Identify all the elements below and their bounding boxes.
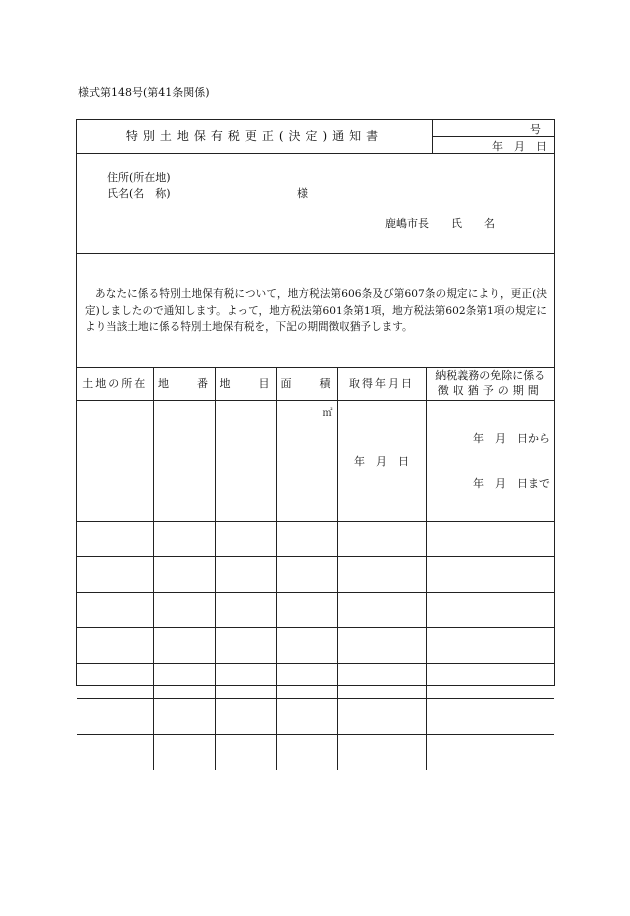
cell-acquisition-date[interactable]: [337, 699, 426, 735]
form-reference: 様式第148号(第41条関係): [78, 86, 210, 99]
cell-land-category[interactable]: [215, 663, 276, 699]
land-table: [77, 367, 554, 770]
cell-acquisition-date[interactable]: [337, 557, 426, 593]
table-header-row: [77, 367, 554, 400]
cell-location[interactable]: [77, 663, 153, 699]
notice-body-text: あなたに係る特別土地保有税について，地方税法第606条及び第607条の規定により，更正(決定)しましたので通知します。よって，地方税法第601条第1項，地方税法第602条第1項の規定により当該土地に係る特別土地保有税を，下記の期間徴収猶予します。: [85, 288, 547, 333]
document-title: 特別土地保有税更正(決定)通知書: [125, 129, 384, 143]
cell-location[interactable]: [77, 521, 153, 557]
cell-deferral-period[interactable]: [426, 699, 554, 735]
cell-acquisition-date[interactable]: [337, 521, 426, 557]
header-acquisition-date: 取得年月日: [337, 367, 426, 400]
cell-acquisition-date[interactable]: [337, 663, 426, 699]
cell-lot-number[interactable]: [153, 735, 215, 770]
table-row: [77, 699, 554, 735]
cell-acquisition-date[interactable]: [337, 628, 426, 664]
cell-land-category[interactable]: [215, 521, 276, 557]
table-row: [77, 557, 554, 593]
cell-land-category[interactable]: [215, 557, 276, 593]
honorific: 様: [297, 187, 308, 200]
cell-location[interactable]: [77, 699, 153, 735]
area-unit: ㎡: [322, 407, 333, 419]
table-row: [77, 592, 554, 628]
cell-acquisition-date[interactable]: [337, 735, 426, 770]
cell-area[interactable]: [276, 557, 337, 593]
cell-area[interactable]: [276, 699, 337, 735]
issue-date-label: 年 月 日: [492, 140, 547, 153]
table-row: [77, 735, 554, 770]
cell-acquisition-date[interactable]: [337, 592, 426, 628]
cell-location[interactable]: [77, 628, 153, 664]
cell-area[interactable]: [276, 592, 337, 628]
cell-deferral-period[interactable]: [426, 735, 554, 770]
cell-lot-number[interactable]: [153, 592, 215, 628]
header-land-category: 地 目: [215, 367, 276, 400]
header-location: 土地の所在: [77, 367, 153, 400]
table-row: [77, 628, 554, 664]
table-row: [77, 663, 554, 699]
cell-deferral-period[interactable]: [426, 557, 554, 593]
cell-lot-number[interactable]: [153, 628, 215, 664]
cell-deferral-period[interactable]: [426, 663, 554, 699]
notice-form: [76, 119, 555, 686]
title-row: [77, 120, 554, 154]
cell-area[interactable]: [276, 521, 337, 557]
issue-date-field[interactable]: [433, 137, 555, 153]
cell-area[interactable]: [276, 735, 337, 770]
land-table-area: [77, 367, 554, 685]
cell-land-category[interactable]: [215, 400, 276, 521]
cell-location[interactable]: [77, 592, 153, 628]
cell-deferral-period[interactable]: [426, 592, 554, 628]
cell-lot-number[interactable]: [153, 400, 215, 521]
name-label: 氏名(名 称): [107, 187, 171, 200]
cell-land-category[interactable]: [215, 592, 276, 628]
header-lot-number: 地 番: [153, 367, 215, 400]
header-deferral-period-line1: 納税義務の免除に係る: [435, 369, 546, 383]
cell-lot-number[interactable]: [153, 699, 215, 735]
cell-land-category[interactable]: [215, 699, 276, 735]
body-block: [77, 253, 554, 368]
document-number-field[interactable]: [433, 120, 555, 137]
recipient-block: [77, 153, 554, 254]
cell-lot-number[interactable]: [153, 557, 215, 593]
cell-land-category[interactable]: [215, 735, 276, 770]
cell-location[interactable]: [77, 400, 153, 521]
table-row: [77, 400, 554, 521]
cell-location[interactable]: [77, 735, 153, 770]
cell-deferral-period[interactable]: [426, 400, 554, 521]
table-row: [77, 521, 554, 557]
document-number-box: [432, 120, 555, 153]
issuer-label: 鹿嶋市長 氏 名: [385, 217, 495, 230]
header-deferral-period-line2: 徴収猶予の期間: [437, 384, 543, 398]
cell-area[interactable]: [276, 628, 337, 664]
period-from: 年 月 日から: [473, 431, 550, 445]
header-area: 面 積: [276, 367, 337, 400]
cell-location[interactable]: [77, 557, 153, 593]
cell-lot-number[interactable]: [153, 663, 215, 699]
period-to: 年 月 日まで: [473, 476, 550, 490]
number-suffix: 号: [530, 123, 541, 136]
cell-area[interactable]: [276, 663, 337, 699]
header-deferral-period: [426, 367, 554, 400]
cell-area[interactable]: [276, 400, 337, 521]
cell-lot-number[interactable]: [153, 521, 215, 557]
address-label: 住所(所在地): [107, 171, 171, 184]
cell-land-category[interactable]: [215, 628, 276, 664]
cell-deferral-period[interactable]: [426, 521, 554, 557]
cell-acquisition-date[interactable]: 年 月 日: [337, 400, 426, 521]
cell-deferral-period[interactable]: [426, 628, 554, 664]
